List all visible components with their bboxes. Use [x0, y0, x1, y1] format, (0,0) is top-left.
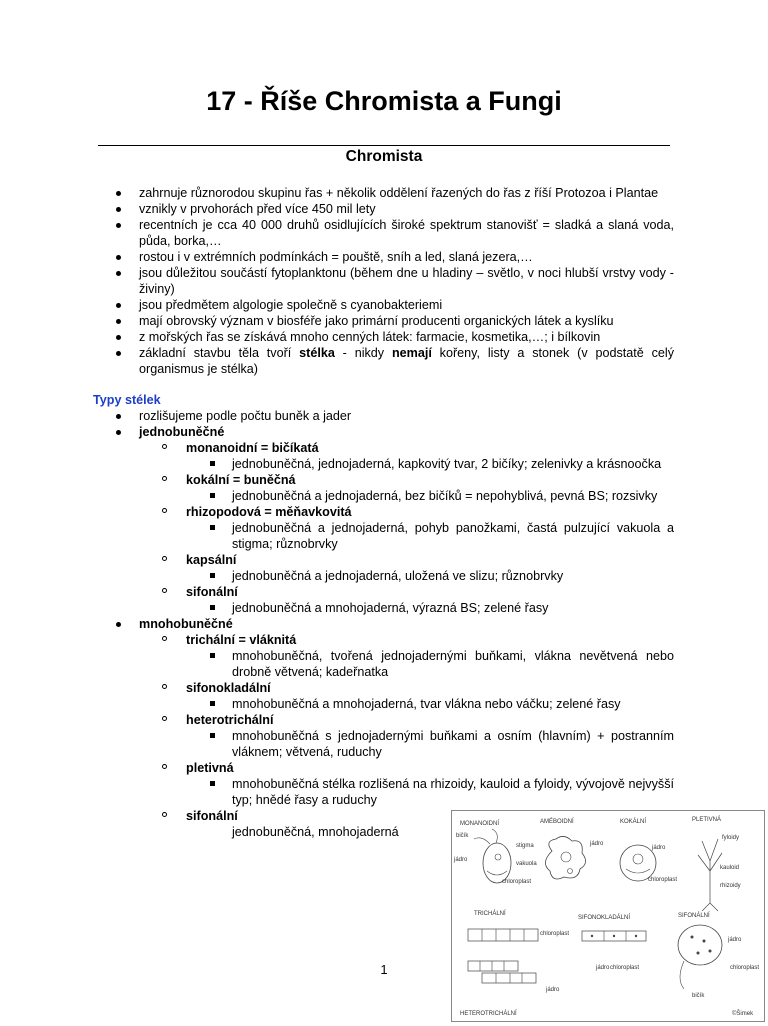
square-bullet-icon — [210, 781, 215, 786]
circle-bullet-icon — [162, 812, 167, 817]
intro-bullet: jsou předmětem algologie společně s cyanobakteriemi — [0, 297, 768, 313]
bullet-dot-icon — [116, 271, 121, 276]
circle-bullet-icon — [162, 588, 167, 593]
figure-label: PLETIVNÁ — [692, 817, 722, 823]
svg-text:jádro: jádro — [590, 841, 604, 847]
ameboid-cell-drawing — [545, 836, 585, 879]
intro-bullet: z mořských řas se získává mnoho cenných látek: farmacie, kosmetika,…; i bílkovin — [0, 329, 768, 345]
bullet-dot-icon — [116, 414, 121, 419]
types-heading: Typy stélek — [93, 393, 161, 407]
intro-bullet: zahrnuje různorodou skupinu řas + několik oddělení řazených do řas z říší Protozoa i Plantae — [0, 185, 768, 201]
page-number: 1 — [380, 962, 388, 977]
siphonal-cell-drawing — [678, 925, 722, 989]
thallus-desc: jednobuněčná, mnohojaderná — [232, 825, 399, 839]
thallus-type: kokální = buněčná — [0, 472, 768, 488]
intro-bullet: recentních je cca 40 000 druhů osidlujících široké spektrum stanovišť = sladká a slaná voda, půda, borka,… — [0, 217, 768, 249]
thallus-desc: mnohobuněčná, tvořená jednojadernými buňkami, vlákna nevětvená nebo drobně větvená; kadeřnatka — [0, 648, 768, 680]
thallus-desc: jednobuněčná a jednojaderná, uložená ve slizu; různobrvky — [0, 568, 768, 584]
bullet-dot-icon — [116, 191, 121, 196]
svg-text:bičík: bičík — [692, 993, 705, 999]
figure-label: TRICHÁLNÍ — [474, 911, 506, 917]
square-bullet-icon — [210, 701, 215, 706]
svg-text:jádro: jádro — [454, 857, 468, 863]
circle-bullet-icon — [162, 556, 167, 561]
thallus-desc: mnohobuněčná stélka rozlišená na rhizoidy, kauloid a fyloidy, vývojově nejvyšší typ; hnědé řasy a ruduchy — [0, 776, 768, 808]
bullet-dot-icon — [116, 351, 121, 356]
figure-credit: ©Šimek — [732, 1011, 754, 1017]
figure-label: SIFONOKLADÁLNÍ — [578, 915, 631, 921]
intro-bullet: jsou důležitou součástí fytoplanktonu (během dne u hladiny – světlo, v noci hlubší vrstvy vody - živiny) — [0, 265, 768, 297]
svg-text:jádro: jádro — [652, 845, 666, 851]
svg-text:jádro: jádro — [728, 937, 742, 943]
square-bullet-icon — [210, 653, 215, 658]
svg-text:jádro: jádro — [596, 965, 610, 971]
bullet-dot-icon — [116, 319, 121, 324]
thallus-desc: jednobuněčná a jednojaderná, pohyb panožkami, častá pulzující vakuola a stigma; různobrvky — [0, 520, 768, 552]
thallus-type: pletivná — [0, 760, 768, 776]
bullet-dot-icon — [116, 622, 121, 627]
tissue-thallus-drawing — [698, 839, 722, 911]
bullet-dot-icon — [116, 430, 121, 435]
thallus-type: monanoidní = bičíkatá — [0, 440, 768, 456]
svg-text:kauloid: kauloid — [720, 865, 740, 871]
square-bullet-icon — [210, 733, 215, 738]
thallus-type: kapsální — [0, 552, 768, 568]
svg-text:chloroplast: chloroplast — [540, 931, 570, 937]
page-title: 17 - Říše Chromista a Fungi — [206, 86, 562, 116]
square-bullet-icon — [210, 605, 215, 610]
bullet-dot-icon — [116, 223, 121, 228]
thallus-illustration — [452, 811, 764, 1021]
intro-bullet: základní stavbu těla tvoří stélka - nikdy nemají kořeny, listy a stonek (v podstatě celý organismus je stélka) — [0, 345, 768, 377]
thallus-types-figure — [451, 810, 765, 1022]
unicellular-label: jednobuněčné — [0, 424, 768, 440]
svg-text:rhizoidy: rhizoidy — [720, 883, 741, 889]
thallus-desc: mnohobuněčná a mnohojaderná, tvar vlákna nebo váčku; zelené řasy — [0, 696, 768, 712]
thallus-type: heterotrichální — [0, 712, 768, 728]
square-bullet-icon — [210, 461, 215, 466]
svg-text:chloroplast: chloroplast — [610, 965, 640, 971]
trichal-filament-drawing — [468, 929, 538, 983]
monanoid-cell-drawing — [474, 829, 511, 883]
svg-text:bičík: bičík — [456, 833, 469, 839]
title-divider — [98, 145, 670, 146]
thallus-type: sifonální — [0, 584, 768, 600]
figure-label: KOKÁLNÍ — [620, 819, 647, 825]
types-intro: rozlišujeme podle počtu buněk a jader — [0, 408, 768, 424]
figure-label: MONANOIDNÍ — [460, 821, 499, 827]
thallus-type: rhizopodová = měňavkovitá — [0, 504, 768, 520]
circle-bullet-icon — [162, 764, 167, 769]
bullet-dot-icon — [116, 207, 121, 212]
thallus-desc: mnohobuněčná s jednojadernými buňkami a osním (hlavním) + postranním vláknem; větvená, ruduchy — [0, 728, 768, 760]
svg-text:vakuola: vakuola — [516, 861, 537, 867]
circle-bullet-icon — [162, 508, 167, 513]
circle-bullet-icon — [162, 684, 167, 689]
circle-bullet-icon — [162, 444, 167, 449]
circle-bullet-icon — [162, 476, 167, 481]
thallus-desc: jednobuněčná, jednojaderná, kapkovitý tvar, 2 bičíky; zelenivky a krásnoočka — [0, 456, 768, 472]
bullet-dot-icon — [116, 303, 121, 308]
svg-text:chloroplast: chloroplast — [730, 965, 760, 971]
thallus-desc: jednobuněčná a mnohojaderná, výrazná BS; zelené řasy — [0, 600, 768, 616]
svg-text:fyloidy: fyloidy — [722, 835, 740, 841]
intro-bullet: vznikly v prvohorách před více 450 mil lety — [0, 201, 768, 217]
figure-label: AMÉBOIDNÍ — [540, 819, 574, 825]
section-title: Chromista — [345, 148, 423, 165]
intro-bullet: rostou i v extrémních podmínkách = pouště, sníh a led, slaná jezera,… — [0, 249, 768, 265]
svg-text:jádro: jádro — [546, 987, 560, 993]
square-bullet-icon — [210, 573, 215, 578]
multicellular-label: mnohobuněčné — [0, 616, 768, 632]
bullet-dot-icon — [116, 335, 121, 340]
figure-label: SIFONÁLNÍ — [678, 913, 710, 919]
svg-text:stigma: stigma — [516, 843, 534, 849]
bullet-dot-icon — [116, 255, 121, 260]
coccal-cell-drawing — [620, 845, 656, 881]
thallus-type: sifonální — [0, 808, 768, 824]
intro-bullet: mají obrovský význam v biosféře jako primární producenti organických látek a kyslíku — [0, 313, 768, 329]
svg-text:chloroplast: chloroplast — [648, 877, 678, 883]
figure-label: HETEROTRICHÁLNÍ — [460, 1011, 517, 1017]
thallus-type: sifonokladální — [0, 680, 768, 696]
thallus-desc: jednobuněčná a jednojaderná, bez bičíků = nepohyblivá, pevná BS; rozsivky — [0, 488, 768, 504]
square-bullet-icon — [210, 525, 215, 530]
square-bullet-icon — [210, 493, 215, 498]
circle-bullet-icon — [162, 716, 167, 721]
thallus-type: trichální = vláknitá — [0, 632, 768, 648]
siphonocladal-drawing — [582, 931, 646, 941]
document-body — [0, 185, 768, 840]
svg-text:chloroplast: chloroplast — [502, 879, 532, 885]
circle-bullet-icon — [162, 636, 167, 641]
